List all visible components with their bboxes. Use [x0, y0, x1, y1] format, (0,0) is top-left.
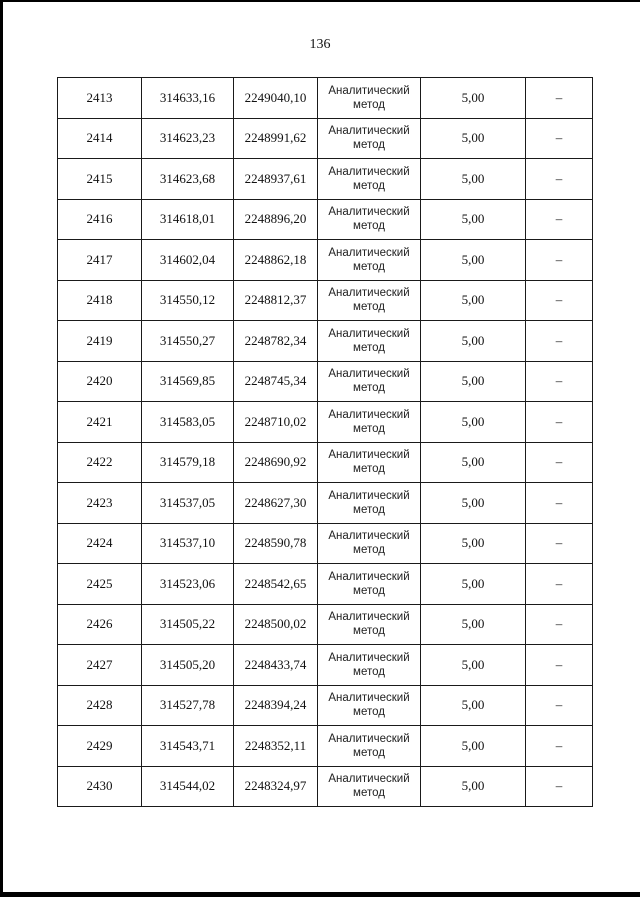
table-row — [58, 321, 593, 362]
point-number-cell: 2416 — [58, 199, 142, 240]
y-coordinate-cell: 2248862,18 — [234, 240, 318, 281]
table-row — [58, 118, 593, 159]
point-number-cell: 2419 — [58, 321, 142, 362]
point-number-cell: 2417 — [58, 240, 142, 281]
y-coordinate-cell: 2248352,11 — [234, 726, 318, 767]
accuracy-cell: 5,00 — [421, 685, 526, 726]
method-cell: Аналитический метод — [318, 159, 421, 200]
y-coordinate-cell: 2248812,37 — [234, 280, 318, 321]
scan-border-top — [0, 0, 640, 2]
x-coordinate-cell: 314623,23 — [142, 118, 234, 159]
x-coordinate-cell: 314550,27 — [142, 321, 234, 362]
point-number-cell: 2420 — [58, 361, 142, 402]
note-cell: – — [526, 118, 593, 159]
table-row — [58, 240, 593, 281]
point-number-cell: 2429 — [58, 726, 142, 767]
point-number-cell: 2418 — [58, 280, 142, 321]
table-row — [58, 483, 593, 524]
point-number-cell: 2423 — [58, 483, 142, 524]
table-row — [58, 199, 593, 240]
accuracy-cell: 5,00 — [421, 604, 526, 645]
method-cell: Аналитический метод — [318, 78, 421, 119]
y-coordinate-cell: 2248590,78 — [234, 523, 318, 564]
accuracy-cell: 5,00 — [421, 199, 526, 240]
accuracy-cell: 5,00 — [421, 159, 526, 200]
point-number-cell: 2415 — [58, 159, 142, 200]
note-cell: – — [526, 564, 593, 605]
note-cell: – — [526, 523, 593, 564]
point-number-cell: 2421 — [58, 402, 142, 443]
note-cell: – — [526, 240, 593, 281]
y-coordinate-cell: 2249040,10 — [234, 78, 318, 119]
method-cell: Аналитический метод — [318, 442, 421, 483]
table-row — [58, 726, 593, 767]
table-row — [58, 78, 593, 119]
note-cell: – — [526, 361, 593, 402]
y-coordinate-cell: 2248991,62 — [234, 118, 318, 159]
table-row — [58, 645, 593, 686]
point-number-cell: 2425 — [58, 564, 142, 605]
y-coordinate-cell: 2248500,02 — [234, 604, 318, 645]
accuracy-cell: 5,00 — [421, 442, 526, 483]
method-cell: Аналитический метод — [318, 564, 421, 605]
y-coordinate-cell: 2248745,34 — [234, 361, 318, 402]
x-coordinate-cell: 314583,05 — [142, 402, 234, 443]
x-coordinate-cell: 314633,16 — [142, 78, 234, 119]
note-cell: – — [526, 159, 593, 200]
point-number-cell: 2430 — [58, 766, 142, 807]
accuracy-cell: 5,00 — [421, 645, 526, 686]
x-coordinate-cell: 314505,20 — [142, 645, 234, 686]
x-coordinate-cell: 314544,02 — [142, 766, 234, 807]
y-coordinate-cell: 2248394,24 — [234, 685, 318, 726]
accuracy-cell: 5,00 — [421, 321, 526, 362]
table-row — [58, 604, 593, 645]
x-coordinate-cell: 314505,22 — [142, 604, 234, 645]
point-number-cell: 2422 — [58, 442, 142, 483]
y-coordinate-cell: 2248433,74 — [234, 645, 318, 686]
note-cell: – — [526, 78, 593, 119]
method-cell: Аналитический метод — [318, 199, 421, 240]
note-cell: – — [526, 442, 593, 483]
table-row — [58, 766, 593, 807]
method-cell: Аналитический метод — [318, 321, 421, 362]
method-cell: Аналитический метод — [318, 604, 421, 645]
note-cell: – — [526, 726, 593, 767]
y-coordinate-cell: 2248542,65 — [234, 564, 318, 605]
accuracy-cell: 5,00 — [421, 726, 526, 767]
x-coordinate-cell: 314537,05 — [142, 483, 234, 524]
x-coordinate-cell: 314537,10 — [142, 523, 234, 564]
x-coordinate-cell: 314569,85 — [142, 361, 234, 402]
method-cell: Аналитический метод — [318, 240, 421, 281]
accuracy-cell: 5,00 — [421, 280, 526, 321]
y-coordinate-cell: 2248782,34 — [234, 321, 318, 362]
y-coordinate-cell: 2248710,02 — [234, 402, 318, 443]
y-coordinate-cell: 2248937,61 — [234, 159, 318, 200]
x-coordinate-cell: 314550,12 — [142, 280, 234, 321]
accuracy-cell: 5,00 — [421, 523, 526, 564]
page-number: 136 — [309, 37, 331, 52]
method-cell: Аналитический метод — [318, 361, 421, 402]
point-number-cell: 2426 — [58, 604, 142, 645]
point-number-cell: 2427 — [58, 645, 142, 686]
table-row — [58, 442, 593, 483]
accuracy-cell: 5,00 — [421, 402, 526, 443]
note-cell: – — [526, 604, 593, 645]
note-cell: – — [526, 645, 593, 686]
method-cell: Аналитический метод — [318, 523, 421, 564]
method-cell: Аналитический метод — [318, 685, 421, 726]
y-coordinate-cell: 2248896,20 — [234, 199, 318, 240]
x-coordinate-cell: 314623,68 — [142, 159, 234, 200]
x-coordinate-cell: 314579,18 — [142, 442, 234, 483]
method-cell: Аналитический метод — [318, 645, 421, 686]
point-number-cell: 2413 — [58, 78, 142, 119]
table-row — [58, 685, 593, 726]
accuracy-cell: 5,00 — [421, 564, 526, 605]
x-coordinate-cell: 314527,78 — [142, 685, 234, 726]
note-cell: – — [526, 321, 593, 362]
method-cell: Аналитический метод — [318, 483, 421, 524]
accuracy-cell: 5,00 — [421, 483, 526, 524]
accuracy-cell: 5,00 — [421, 361, 526, 402]
table-body — [58, 78, 593, 807]
table-row — [58, 523, 593, 564]
point-number-cell: 2428 — [58, 685, 142, 726]
method-cell: Аналитический метод — [318, 402, 421, 443]
note-cell: – — [526, 402, 593, 443]
scan-border-left — [0, 0, 3, 897]
accuracy-cell: 5,00 — [421, 78, 526, 119]
method-cell: Аналитический метод — [318, 118, 421, 159]
note-cell: – — [526, 280, 593, 321]
scan-border-bottom — [0, 892, 640, 897]
y-coordinate-cell: 2248627,30 — [234, 483, 318, 524]
x-coordinate-cell: 314602,04 — [142, 240, 234, 281]
point-number-cell: 2414 — [58, 118, 142, 159]
method-cell: Аналитический метод — [318, 280, 421, 321]
accuracy-cell: 5,00 — [421, 766, 526, 807]
x-coordinate-cell: 314618,01 — [142, 199, 234, 240]
note-cell: – — [526, 199, 593, 240]
x-coordinate-cell: 314543,71 — [142, 726, 234, 767]
accuracy-cell: 5,00 — [421, 118, 526, 159]
accuracy-cell: 5,00 — [421, 240, 526, 281]
table-row — [58, 159, 593, 200]
method-cell: Аналитический метод — [318, 726, 421, 767]
x-coordinate-cell: 314523,06 — [142, 564, 234, 605]
table-row — [58, 280, 593, 321]
table-row — [58, 564, 593, 605]
method-cell: Аналитический метод — [318, 766, 421, 807]
table-row — [58, 361, 593, 402]
coordinates-table — [57, 77, 593, 807]
note-cell: – — [526, 685, 593, 726]
note-cell: – — [526, 766, 593, 807]
y-coordinate-cell: 2248324,97 — [234, 766, 318, 807]
y-coordinate-cell: 2248690,92 — [234, 442, 318, 483]
table-row — [58, 402, 593, 443]
note-cell: – — [526, 483, 593, 524]
point-number-cell: 2424 — [58, 523, 142, 564]
